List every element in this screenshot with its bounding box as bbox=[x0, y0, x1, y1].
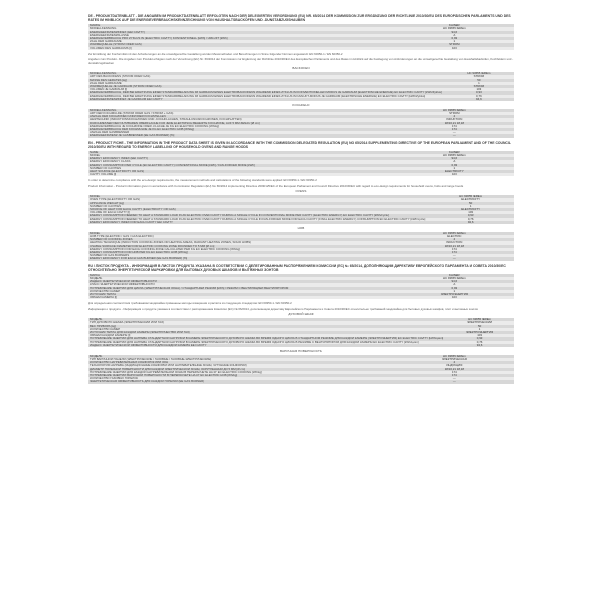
row-value: 174 bbox=[395, 251, 514, 254]
en-header: EN - PRODUCT FICHE - THE INFORMATION IN THE PRODUCT DATA SHEET IS GIVEN IN ACCORDANCE WITH THE COMMISSION DELEGATED REGULATION (EU) NO 65/2014 SUPPLEMENTING DIRECTIVE OF THE EUROPEAN PARLIAMENT AND OF THE COUNCIL 2010/30/EU WITH REGARD TO ENERGY LABELLING OF HOUSEHOLD OVENS AND RANGE HOODS bbox=[88, 140, 511, 149]
row-value: — bbox=[395, 254, 514, 257]
row-value: 174 bbox=[395, 248, 514, 251]
row-value: ЭЛЕКТРОЭНЕРГИЯ bbox=[395, 293, 514, 296]
row-value: 94,6 bbox=[444, 98, 514, 101]
row-value: 103 bbox=[445, 334, 514, 337]
de-table-oven bbox=[88, 72, 514, 101]
row-label: VOLUMEN JE GARRAUM [l] bbox=[88, 88, 444, 91]
row-label: ENERGIEEFFIZIENZ JE GASBRENNER (EE GAS BURNER) [%] bbox=[88, 134, 395, 137]
row-value: 4 bbox=[395, 361, 514, 364]
row-value: A bbox=[395, 283, 514, 286]
en-table-hob bbox=[88, 232, 514, 261]
row-label: ENERGY CONSUMPTION FOR EACH COOKING ZONE CALCULATED PER KG EC ELECTRIC COOKING [Wh/kg] bbox=[88, 248, 395, 251]
row-label: OVEN TYPE (ELECTRICITY OR GAS) bbox=[88, 198, 427, 201]
row-label: ЭНЕРГЕТИЧЕСКАЯ ЭФФЕКТИВНОСТЬ ДЛЯ КАЖДОЙ ГОРЕЛКИ (EE GAS BURNER) bbox=[88, 380, 395, 383]
row-value: 103 bbox=[395, 47, 514, 50]
row-label: WÄRMEQUELLE (STROM ODER GAS) bbox=[88, 43, 395, 46]
row-label: ENERGIEEFFIZIENZKLASSE bbox=[88, 34, 395, 37]
row-label: КОЛИЧЕСТВО КАМЕР bbox=[88, 328, 445, 331]
ru-table-hob bbox=[88, 355, 514, 384]
row-label: ОБЪЁМ КАЖДОЙ КАМЕРЫ [l] bbox=[88, 334, 445, 337]
row-label: ZAHL DER GARRÄUME bbox=[88, 82, 444, 85]
row-label: MODELLKENNUNG bbox=[88, 72, 444, 75]
row-label: ТЕХНОЛОГИЯ НАГРЕВА (ИНДУКЦИОННЫЕ КОНФОРКИ ИЛИ НАГРЕВАТЕЛЬНЫЕ ЗОНЫ, ЧУГУННЫЕ КОНФОРКИ) bbox=[88, 364, 395, 367]
row-label: HOB TYPE (ELECTRIC / GAS / GAS ELECTRIC) bbox=[88, 235, 395, 238]
en-note-standards: In order to determine compliance with the eco-design requirements, the measurement methods and calculations of the following standards were applied: EN 60350-1 / EN 60350-2 bbox=[88, 178, 317, 183]
row-value: — bbox=[395, 377, 514, 380]
row-value: 103 bbox=[395, 173, 514, 176]
row-value: ELECTRICITY bbox=[395, 170, 514, 173]
row-value: 0,76 bbox=[444, 95, 514, 98]
row-label: ПОТРЕБЛЕНИЕ ЭНЕРГИИ ВАРОЧНОЙ ПОВЕРХНОСТИ В ПЕРЕРАСЧЁТЕ НА КГ EC ELECTRIC HOB [Wh/kg] bbox=[88, 374, 395, 377]
row-label: HEIZTECHNIK (INDUKTIONSKOCHZONEN UND -KOCHFLÄCHEN, STRAHLUNGSKOCHZONEN, KOCHPLATTEN) bbox=[88, 118, 395, 121]
de-header: DE - PRODUKTDATENBLATT - DIE ANGABEN IM PRODUKTDATENBLATT ERFOLGTEN NACH DER DELEGIERTEN VERORDNUNG (EU) NR. 65/2014 DER KOMMISSION ZUR ERGÄNZUNG DER RICHTLINIE 2010/30/EU DES EUROPÄISCHEN PARLAMENTS UND DES RATES IM HINBLICK AUF DIE ENERGIEVERBRAUCHSKENNZEICHNUNG VON HAUSHALTSBACKÖFEN UND -DUNSTABZUGSHAUBEN bbox=[88, 14, 511, 23]
row-label: ENERGY EFFICIENCY INDEX (EEI CAVITY) bbox=[88, 157, 395, 160]
section-de bbox=[88, 14, 514, 138]
table-row bbox=[88, 173, 514, 176]
row-value: STROM bbox=[395, 112, 514, 115]
row-value: 174 bbox=[395, 374, 514, 377]
de-hob-title: KOCHFELD bbox=[292, 102, 310, 107]
row-value: STROM bbox=[395, 43, 514, 46]
row-label: ENERGY CONSUMPTION NEEDED TO HEAT A STANDARD LOAD IN AN ELECTRIC OVEN CAVITY DURING A SINGLE CYCLE IN FAN-FORCED MODE FOR EACH CAVITY (FINAL ELECTRIC ENERGY) CONSUMPTION EC ELECTRIC CAVITY [kWh/cycle] bbox=[90, 217, 426, 221]
row-label: ТИП ДУХОВОГО ШКАФА (ЭЛЕКТРИЧЕСКИЙ ИЛИ ГАЗ) bbox=[88, 321, 445, 324]
row-value: 103 bbox=[427, 211, 514, 214]
row-label: МОДЕЛЬ bbox=[88, 318, 445, 321]
table-row bbox=[88, 221, 514, 224]
row-value: — bbox=[395, 257, 514, 260]
table-row bbox=[88, 344, 514, 347]
row-label: MODEL bbox=[88, 154, 395, 157]
row-label: ART DES BACKOFENS (STROM ODER GAS) bbox=[88, 75, 444, 78]
row-value: KAISER bbox=[395, 274, 514, 277]
row-label: ИНДЕКС ЭНЕРГЕТИЧЕСКОЙ ЭФФЕКТИВНОСТИ bbox=[88, 280, 395, 283]
row-value: 174 bbox=[395, 125, 514, 128]
row-label: NUMBER OF CAVITIES bbox=[88, 167, 395, 170]
ru-note-regulation: Информация о продукте - Информация о продукте указана в соответствии с распоряжением Комиссии (ЕС) № 66/2014, дополняющим директиву Европейского Парламента и Совета 2010/30/ЕС относительно требований экодизайна для бытовых духовых шкафов, плит и вытяжных зонтов bbox=[88, 306, 478, 311]
row-value: 94,6 bbox=[427, 221, 514, 224]
ru-oven-title: ДУХОВОЙ ШКАФ bbox=[288, 312, 314, 317]
row-label: ENERGIEEFFIZIENZINDEX (EEI CAVITY) bbox=[88, 31, 395, 34]
row-value: STROM bbox=[444, 75, 514, 78]
row-value: ЭЛЕКТРИЧЕСКИЙ bbox=[445, 321, 514, 324]
row-label: ИСТОЧНИК ТЕПЛА ДЛЯ КАЖДОЙ КАМЕРЫ (ЭЛЕКТРИЧЕСТВО ИЛИ ГАЗ) bbox=[88, 331, 445, 334]
row-value: 1 bbox=[445, 328, 514, 331]
de-table-general bbox=[88, 24, 514, 50]
row-value: ЭЛЕКТРИЧЕСКАЯ bbox=[395, 358, 514, 361]
row-label: ENERGIEVERBRAUCH JE KOCHZONE ODER -FLÄCHE JE KG EC ELECTRIC COOKING [Wh/kg] bbox=[88, 125, 395, 128]
row-label: VOLUMEN DES GARRAUMS [l] bbox=[88, 47, 395, 50]
row-value: 1 bbox=[427, 205, 514, 208]
row-value: 103 bbox=[444, 88, 514, 91]
row-label: DURCHMESSER DER NUTZBAREN OBERFLÄCHE FÜR JEDE ELEKTRISCH BEHEIZTE KOCHZONE, AUF 5 MM ZENAU [Ø cm] bbox=[88, 122, 395, 125]
product-fiche-page bbox=[88, 14, 514, 387]
row-value: ИНДУКЦИЯ bbox=[395, 364, 514, 367]
row-value: 0,93 bbox=[395, 287, 514, 290]
row-value: HC 93655 IEREm bbox=[445, 318, 514, 321]
row-label: ENERGY CONSUMPTION PER CYCLE (EC ELECTRIC CAVITY) CONVENTIONAL MODE [kWh] / FAN-FORCED MODE [kWh] bbox=[88, 164, 395, 167]
ru-hob-title: ВАРОЧНАЯ ПОВЕРХНОСТЬ bbox=[280, 349, 322, 354]
row-label: MODELLKENNUNG bbox=[88, 109, 395, 112]
row-label: ИНДЕКС ЭНЕРГЕТИЧЕСКОЙ ЭФФЕКТИВНОСТИ ДЛЯ КАЖДОЙ КАМЕРЫ EEI CAVITY bbox=[88, 344, 445, 347]
row-label: КОЛИЧЕСТВО НАГРЕВАТЕЛЬНЫХ КОНФОРОК ИЛИ ЗОН bbox=[88, 361, 395, 364]
row-label: ПОТРЕБЛЕНИЕ ЭНЕРГИИ ДЛЯ НАГРЕВА СТАНДАРТНОЙ НАГРУЗКИ В КАМЕРЕ ЭЛЕКТРИЧЕСКОГО ДУХОВОГО ШКАФА ВО ВРЕМЯ ОДНОГО ЦИКЛА В СТАНДАРТНОМ РЕЖИМЕ ДЛЯ КАЖДОЙ КАМЕРЫ (ЭЛЕКТРОЭНЕРГИЯ) EC ELECTRIC CAVITY [kWh/цикл] bbox=[90, 337, 444, 341]
row-label: ПОТРЕБЛЕНИЕ ЭНЕРГИИ ДЛЯ НАГРЕВА СТАНДАРТНОЙ НАГРУЗКИ В КАМЕРЕ ЭЛЕКТРИЧЕСКОГО ДУХОВОГО ШКАФА ВО ВРЕМЯ ОДНОГО ЦИКЛА В РЕЖИМЕ С ВЕНТИЛЯТОРОМ ДЛЯ КАЖДОЙ КАМЕРЫ EC ELECTRIC CAVITY [kWh/цикл] bbox=[88, 341, 445, 344]
row-label: ENERGY EFFICIENCY CLASS bbox=[88, 160, 395, 163]
row-label: МАРКА bbox=[88, 274, 395, 277]
table-row bbox=[88, 257, 514, 260]
row-value: 50 bbox=[445, 325, 514, 328]
en-oven-title: OVENS bbox=[295, 189, 307, 194]
row-value: ELECTRIC bbox=[395, 235, 514, 238]
row-label: MASSE DES GERÄTES [kg] bbox=[88, 79, 444, 82]
row-label: ENERGIEVERBRAUCH DER KOCHMULDE JE KG EC ELECTRIC HOB [Wh/kg] bbox=[88, 128, 395, 131]
row-label: КОЛИЧЕСТВО ГАЗОВЫХ ГОРЕЛОК bbox=[88, 377, 395, 380]
table-row bbox=[88, 47, 514, 50]
row-value: HC 93655 IEREm bbox=[395, 109, 514, 112]
row-value: 94,6 bbox=[395, 280, 514, 283]
section-ru bbox=[88, 264, 514, 384]
row-label: VOLUME OF EACH CAVITY [l] bbox=[88, 211, 427, 214]
row-label: ANZAHL DER KOCHZONEN UND/ODER KOCHSTELLEN bbox=[88, 115, 395, 118]
row-value: ELECTRICITY bbox=[427, 198, 514, 201]
row-value: 0,93 bbox=[445, 337, 514, 340]
table-row bbox=[88, 380, 514, 383]
row-value: 4 bbox=[395, 115, 514, 118]
row-value: 94,6 bbox=[445, 344, 514, 347]
row-label: MODELLKENNUNG bbox=[88, 27, 395, 30]
row-value: 1 bbox=[444, 82, 514, 85]
row-label: ТИП ВАРОЧНОЙ ПАНЕЛИ (ЭЛЕКТРИЧЕСКИЕ / ГАЗОВЫЕ / ГАЗОВЫЕ-ЭЛЕКТРИЧЕСКИЕ) bbox=[88, 358, 395, 361]
row-label: NUMBER OF GAS BURNERS bbox=[88, 254, 395, 257]
de-oven-title: BACKOFEN bbox=[292, 66, 310, 71]
row-label: HEAT SOURCE (ELECTRICITY OR GAS) bbox=[88, 170, 395, 173]
row-value: 0,93 bbox=[427, 214, 514, 217]
row-label: ANZAHL DER GASBRENNER bbox=[88, 131, 395, 134]
row-label: ENERGY CONSUMPTION FOR HOB PER KG EC ELECTRIC HOB [Wh/kg] bbox=[88, 251, 395, 254]
row-value: STROM bbox=[444, 85, 514, 88]
row-label: WÄRMEQUELLE JE GARRAUM (STROM ODER GAS) bbox=[88, 85, 444, 88]
ru-header: RU / ЛИСТОК ПРОДУКТА - ИНФОРМАЦИЯ В ЛИСТОК ПРОДУКТА УКАЗАНА В СООТВЕТСТВИИ С ДЕЛЕГИРОВАННЫМ РАСПОРЯЖЕНИЕМ КОМИССИИ (ЕС) № 65/2014, ДОПОЛНЯЮЩИМ ДИРЕКТИВУ ЕВРОПЕЙСКОГО ПАРЛАМЕНТА И СОВЕТА 2010/30/ЕС ОТНОСИТЕЛЬНО ЭНЕРГЕТИЧЕСКОЙ МАРКИРОВКИ ДЛЯ БЫТОВЫХ ДУХОВЫХ ШКАФОВ И ВЫТЯЖНЫХ ЗОНТОВ bbox=[88, 263, 506, 272]
row-label: ENERGIEEFFIZIENZINDEX JE GARRAUM EEI CAVITY bbox=[88, 98, 444, 101]
de-note-regulation: Angaben zum Produkt - Die Angaben zum Produkt erfolgten nach der Verordnung (EU) Nr. 66/2014 der Kommission zur Ergänzung der Richtlinie 2010/30/EU des Europäischen Parlaments und des Rates im Hinblick auf die Festlegung von Anforderungen an die umweltgerechte Gestaltung von Haushaltsbacköfen, Kochfeldern und -dunstabzugshauben bbox=[88, 57, 514, 65]
row-value: KAISER bbox=[395, 151, 514, 154]
table-row bbox=[88, 98, 514, 101]
ru-note-standards: Для определения соответствия требованиям экодизайна применены методы измерения и расчёта из следующих стандартов: EN 60350-1 / EN 60350-2 bbox=[88, 301, 292, 306]
row-value: 94,6 bbox=[395, 157, 514, 160]
row-label: ПОТРЕБЛЕНИЕ ЭНЕРГИИ ДЛЯ КАЖДОЙ НАГРЕВАТЕЛЬНОЙ ЗОНЫ В ПЕРЕРАСЧЁТЕ НА КГ EC ELECTRIC COOKING [Wh/kg] bbox=[88, 371, 395, 374]
row-value: — bbox=[395, 131, 514, 134]
row-value: 0,93 bbox=[395, 164, 514, 167]
row-value: 0,93 bbox=[444, 91, 514, 94]
en-table-oven bbox=[88, 195, 514, 224]
row-label: CAVITY VOLUME [l] bbox=[88, 173, 395, 176]
row-label: MODEL bbox=[88, 195, 427, 198]
row-value: 1 bbox=[395, 290, 514, 293]
table-row bbox=[88, 296, 514, 299]
row-label: APPLIANCE WEIGHT [kg] bbox=[88, 202, 427, 205]
row-value: 50 bbox=[444, 79, 514, 82]
row-label: МОДЕЛЬ bbox=[88, 277, 395, 280]
row-label: SOURCE OF HEAT FOR EACH CAVITY (ELECTRICITY OR GAS) bbox=[88, 208, 427, 211]
row-value: HC 93655 IEREm bbox=[444, 72, 514, 75]
row-label: ДИАМЕТР ПОЛЕЗНОЙ ПОВЕРХНОСТИ ДЛЯ КАЖДОЙ ЭЛЕКТРИЧЕСКОЙ ЗОНЫ, ОКРУГЛЁННЫЙ ДО 5 ММ [Ø cm] bbox=[88, 368, 395, 371]
row-value: 1 bbox=[395, 40, 514, 43]
de-table-hob bbox=[88, 109, 514, 138]
row-label: ENERGIEVERBRAUCH, DER BEI ERHITZUNG EINER STANDARDBELADUNG IM GARRAUM EINES ELEKTROBACKOFENS WÄHREND EINES ZYKLUS IM UMLUFT-MODUS JE GARRAUM (ELEKTRISCHE ENERGIE) EC ELECTRIC CAVITY [kWh/Zyklus] bbox=[88, 95, 444, 98]
row-value: 0,93 bbox=[395, 37, 514, 40]
row-value: A bbox=[395, 160, 514, 163]
row-value: ELECTRICITY bbox=[427, 208, 514, 211]
row-label: NUMBER OF COOKING ZONES bbox=[88, 238, 395, 241]
section-en bbox=[88, 141, 514, 261]
row-value: 18/16,21 18,18 bbox=[395, 122, 514, 125]
row-label: ENERGY EFFICIENCY FOR EACH GAS BURNER (EE GAS BURNER) [%] bbox=[88, 257, 395, 260]
row-label: КЛАСС ЭНЕРГЕТИЧЕСКОЙ ЭФФЕКТИВНОСТИ bbox=[88, 283, 395, 286]
en-hob-title: HOB bbox=[297, 226, 305, 230]
row-value: HC 93655 IEREm bbox=[427, 195, 514, 198]
row-value: 94,6 bbox=[395, 31, 514, 34]
row-value: 50 bbox=[427, 202, 514, 205]
row-label: NAME bbox=[88, 151, 395, 154]
row-value: 0,76 bbox=[427, 218, 514, 221]
row-label: ZAHL DER GARRÄUME bbox=[88, 40, 395, 43]
row-label: ART DER KOCHMULDE (STROM ODER GAS / STROM + GAS) bbox=[88, 112, 395, 115]
ru-table-oven bbox=[88, 318, 514, 347]
en-note-regulation: Product Information - Product information given in accordance with Commission Regulation (EU) No 66/2014 implementing Directive 2009/125/EC of the European Parliament and Council Directive 2010/30/EU with regard to eco-design requirements for household ovens, hobs and range hoods bbox=[88, 183, 464, 188]
row-label: NUMBER OF CAVITIES bbox=[88, 205, 427, 208]
row-value: 174 bbox=[395, 128, 514, 131]
row-value: INDUKTION bbox=[395, 118, 514, 121]
row-value: 18/16,21 18,18 bbox=[395, 245, 514, 248]
row-label: ОБЪЁМ КАМЕРЫ [l] bbox=[88, 296, 395, 299]
row-value: 18/16,21 18,18 bbox=[395, 368, 514, 371]
row-label: ИСТОЧНИК ТЕПЛА bbox=[88, 293, 395, 296]
row-value: 103 bbox=[395, 296, 514, 299]
row-value: HC 93655 IEREm bbox=[395, 355, 514, 358]
row-label: ВЕС ПРИБОРА [kg] bbox=[88, 325, 445, 328]
row-value: 174 bbox=[395, 371, 514, 374]
row-label: ENERGIEVERBRAUCH, DER BEI ERHITZUNG EINER STANDARDBELADUNG IM GARRAUM EINES ELEKTROBACKOFENS WÄHREND EINES ZYKLUS IM KONVENTIONELLEN MODUS JE GARRAUM (ELEKTRISCHE ENERGIE) EC ELECTRIC CAVITY [kWh/Zyklus] bbox=[90, 91, 442, 95]
row-value: A bbox=[395, 34, 514, 37]
row-label: MARKE bbox=[88, 24, 395, 27]
row-value: 4 bbox=[395, 238, 514, 241]
row-label: HEATING TECHNIQUE (INDUCTION COOKING ZONES OR HEATING AREAS, RADIANT HEATING ZONES, SOLID HOBS) bbox=[88, 241, 395, 244]
table-row bbox=[88, 134, 514, 137]
row-label: ENERGY EFFICIENCY INDEX FOR EACH CAVITY EEI CAVITY bbox=[88, 221, 427, 224]
row-label: USABLE SURFACE DIAMETER FOR ELECTRIC COOKING ZONE ROUNDED TO 5 MM [Ø cm] bbox=[88, 245, 395, 248]
row-value: 0,76 bbox=[445, 341, 514, 344]
row-value: HC 93655 IEREm bbox=[395, 277, 514, 280]
row-label: ENERGY CONSUMPTION NEEDED TO HEAT A STANDARD LOAD IN AN ELECTRIC OVEN CAVITY DURING A SINGLE CYCLE IN CONVENTIONAL MODE PER CAVITY (ELECTRIC ENERGY) EC ELECTRIC CAVITY [kWh/cycle] bbox=[88, 214, 427, 217]
de-note-standards: Zur Ermittlung der Konformität mit den Anforderungen an die umweltgerechte Gestaltung wurden Messmethoden und Berechnungen in Sinne folgender Normen angewandt: EN 60350-1 / EN 60350-2 bbox=[88, 51, 343, 56]
row-value: 1 bbox=[395, 167, 514, 170]
row-value: INDUCTION bbox=[395, 241, 514, 244]
row-label: MODEL bbox=[88, 232, 395, 235]
row-value: ЭЛЕКТРОЭНЕРГИЯ bbox=[445, 331, 514, 334]
row-value: HC 93655 IEREm bbox=[395, 154, 514, 157]
row-value: HC 93655 IEREm bbox=[395, 232, 514, 235]
row-value: — bbox=[395, 380, 514, 383]
row-value: HC 93655 IEREm bbox=[395, 27, 514, 30]
row-value: — bbox=[395, 134, 514, 137]
row-value: KAISER bbox=[395, 24, 514, 27]
en-table-general bbox=[88, 151, 514, 177]
row-label: МОДЕЛЬ bbox=[88, 355, 395, 358]
row-label: КОЛИЧЕСТВО КАМЕР bbox=[88, 290, 395, 293]
ru-table-general bbox=[88, 274, 514, 300]
row-label: ПОТРЕБЛЕНИЕ ЭНЕРГИИ ДЛЯ ЦИКЛА (ЭЛЕКТРИЧЕСКАЯ ЗОНА) / СТАНДАРТНЫЙ РЕЖИМ [kWh] / РЕЖИМ С ВЕНТИЛЯЦИЕЙ ВЕНТИЛЯТОРОМ bbox=[88, 287, 395, 290]
row-label: ENERGIEVERBRAUCH PRO ZYKLUS IN (ELECTRIC CAVITY) KONVENTIONELL [kWh] / UMLUFT [kWh] bbox=[88, 37, 395, 40]
